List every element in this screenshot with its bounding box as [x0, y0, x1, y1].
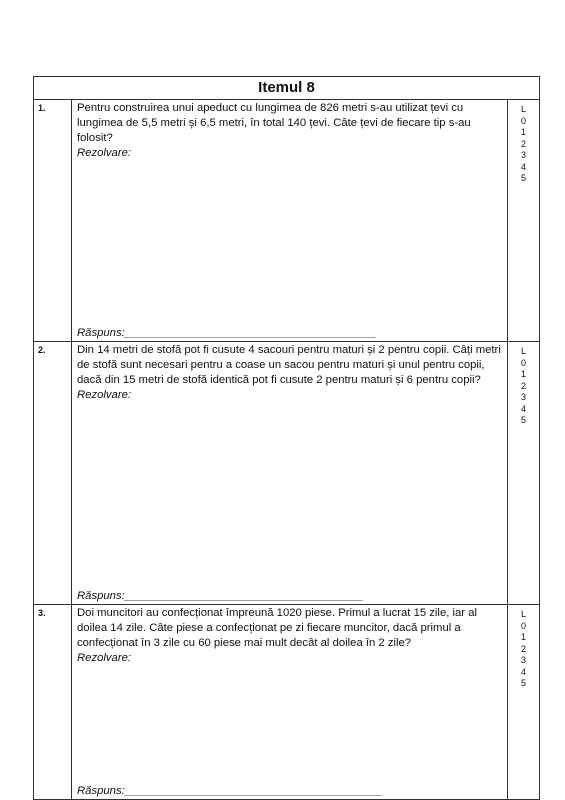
score-scale — [507, 100, 539, 342]
item-body — [72, 100, 508, 342]
item-number: 2. — [34, 342, 72, 605]
score-mark[interactable]: 0 — [520, 357, 526, 368]
question-text: Din 14 metri de stofă pot fi cusute 4 sacouri pentru maturi și 2 pentru copii. Câți metri de stofă sunt necesari pentru a coase un sacou pentru maturi și unul pentru copii, dacă din 15 metri de stofă identică pot fi cusute 2 pentru maturi și 6 pentru copii? — [77, 344, 501, 386]
score-mark[interactable]: 5 — [520, 173, 526, 183]
score-mark[interactable]: L — [520, 346, 526, 356]
answer-line[interactable]: Răspuns:_________________________________________ — [77, 785, 383, 797]
score-mark[interactable]: 4 — [520, 403, 526, 414]
item-row — [34, 100, 540, 342]
item-number: 1. — [34, 100, 72, 342]
score-mark[interactable]: 4 — [520, 161, 526, 172]
score-mark[interactable]: 1 — [520, 632, 526, 642]
score-mark[interactable]: 3 — [520, 150, 526, 160]
item-body — [72, 605, 508, 800]
answer-line[interactable]: Răspuns:________________________________________ — [77, 327, 377, 339]
score-mark[interactable]: 1 — [520, 369, 526, 379]
question-text: Pentru construirea unui apeduct cu lungimea de 826 metri s-au utilizat țevi cu lungimea de 5,5 metri și 6,5 metri, în total 140 țevi. Câte țevi de fiecare tip s-au folosit? — [77, 102, 471, 144]
score-mark[interactable]: L — [520, 104, 526, 114]
score-mark[interactable]: 0 — [520, 620, 526, 631]
score-mark[interactable]: 1 — [520, 127, 526, 137]
item-row — [34, 342, 540, 605]
answer-line[interactable]: Răspuns:______________________________________ — [77, 590, 364, 602]
score-mark[interactable]: 5 — [520, 415, 526, 425]
item-title: Itemul 8 — [34, 77, 540, 100]
score-mark[interactable]: 4 — [520, 666, 526, 677]
score-scale — [507, 605, 539, 800]
score-mark[interactable]: 2 — [520, 138, 526, 149]
solution-label: Rezolvare: — [77, 147, 131, 159]
score-mark[interactable]: 5 — [520, 678, 526, 688]
item-body — [72, 342, 508, 605]
solution-label: Rezolvare: — [77, 652, 131, 664]
item-table — [33, 76, 540, 800]
score-mark[interactable]: 0 — [520, 115, 526, 126]
score-mark[interactable]: 3 — [520, 655, 526, 665]
score-mark[interactable]: 3 — [520, 392, 526, 402]
item-number: 3. — [34, 605, 72, 800]
question-text: Doi muncitori au confecționat împreună 1020 piese. Primul a lucrat 15 zile, iar al doilea 14 zile. Câte piese a confecționat pe zi fiecare muncitor, dacă primul a confecționat în 3 zile cu 60 piese mai mult decât al doilea în 2 zile? — [77, 607, 477, 649]
score-mark[interactable]: L — [520, 609, 526, 619]
score-mark[interactable]: 2 — [520, 380, 526, 391]
score-mark[interactable]: 2 — [520, 643, 526, 654]
item-row — [34, 605, 540, 800]
solution-label: Rezolvare: — [77, 389, 131, 401]
score-scale — [507, 342, 539, 605]
